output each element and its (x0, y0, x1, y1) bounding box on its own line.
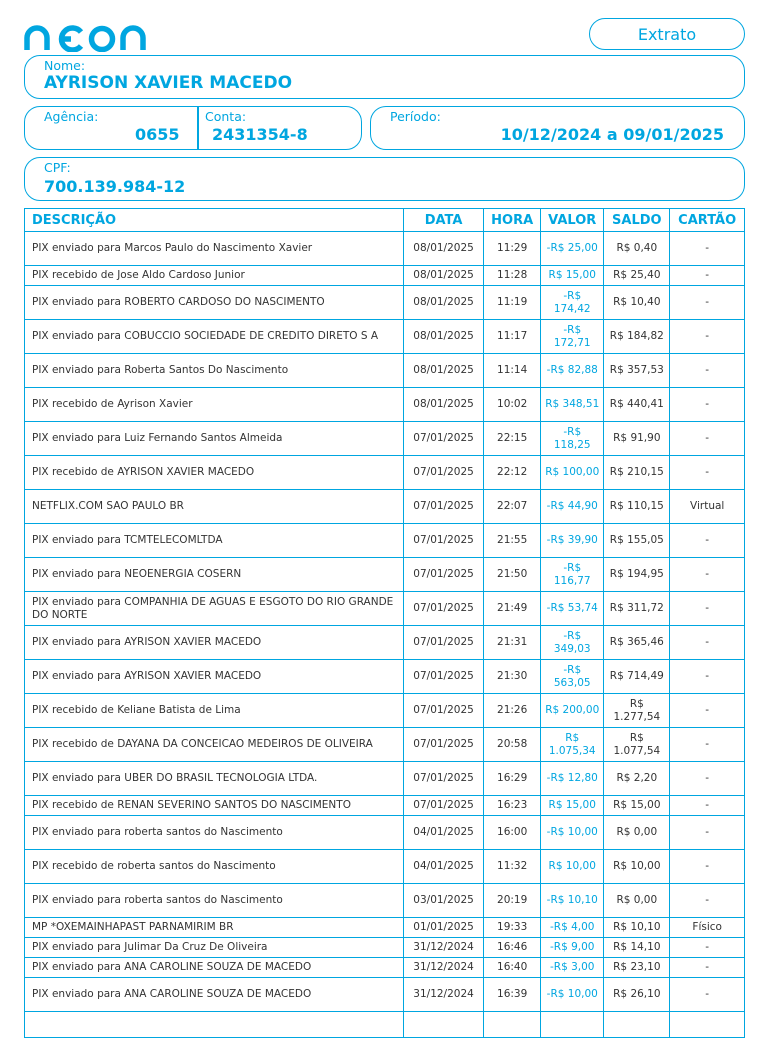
cell-data: 07/01/2025 (404, 558, 484, 592)
cell-valor: -R$ 12,80 (541, 762, 604, 796)
cell-valor: -R$ 174,42 (541, 286, 604, 320)
cell-data: 08/01/2025 (404, 266, 484, 286)
cell-hora: 21:26 (484, 694, 541, 728)
cell-hora: 21:50 (484, 558, 541, 592)
cell-data: 08/01/2025 (404, 232, 484, 266)
cell-data: 07/01/2025 (404, 490, 484, 524)
cell-hora: 22:07 (484, 490, 541, 524)
table-row (25, 918, 744, 938)
table-row (25, 884, 744, 918)
cpf-value: 700.139.984-12 (44, 177, 185, 196)
cell-cartao: - (670, 286, 744, 320)
cell-saldo: R$ 2,20 (604, 762, 670, 796)
table-row-empty (25, 1012, 744, 1038)
cell-saldo: R$ 357,53 (604, 354, 670, 388)
cell-hora: 21:49 (484, 592, 541, 626)
cell-desc: PIX enviado para roberta santos do Nascimento (25, 884, 404, 918)
cell-desc: PIX enviado para ANA CAROLINE SOUZA DE MACEDO (25, 978, 404, 1012)
cell-valor: -R$ 9,00 (541, 938, 604, 958)
cell-hora: 16:00 (484, 816, 541, 850)
cell-saldo: R$ 184,82 (604, 320, 670, 354)
cell-desc: PIX enviado para Julimar Da Cruz De Oliveira (25, 938, 404, 958)
col-descricao: DESCRIÇÃO (25, 209, 404, 232)
extrato-table (25, 209, 744, 1038)
cell-desc: PIX enviado para Marcos Paulo do Nascimento Xavier (25, 232, 404, 266)
cell-cartao: - (670, 266, 744, 286)
cell-desc: MP *OXEMAINHAPAST PARNAMIRIM BR (25, 918, 404, 938)
cell-saldo: R$ 210,15 (604, 456, 670, 490)
table-row (25, 524, 744, 558)
cell-saldo: R$ 311,72 (604, 592, 670, 626)
agencia-label: Agência: (44, 109, 98, 124)
table-row (25, 938, 744, 958)
cell-valor: R$ 200,00 (541, 694, 604, 728)
cpf-label: CPF: (44, 160, 71, 175)
table-row (25, 490, 744, 524)
cell-cartao: - (670, 796, 744, 816)
cell-valor: R$ 10,00 (541, 850, 604, 884)
cell-cartao: - (670, 592, 744, 626)
cell-cartao: - (670, 816, 744, 850)
cell-hora: 20:58 (484, 728, 541, 762)
table-row (25, 286, 744, 320)
cell-valor: -R$ 3,00 (541, 958, 604, 978)
cell-valor: -R$ 116,77 (541, 558, 604, 592)
cell-cartao: - (670, 850, 744, 884)
cell-desc: PIX recebido de roberta santos do Nascimento (25, 850, 404, 884)
cell-cartao: Físico (670, 918, 744, 938)
cell-cartao: - (670, 422, 744, 456)
cell-desc: PIX recebido de AYRISON XAVIER MACEDO (25, 456, 404, 490)
cell-valor: -R$ 82,88 (541, 354, 604, 388)
cell-hora: 10:02 (484, 388, 541, 422)
cell-desc: PIX recebido de Jose Aldo Cardoso Junior (25, 266, 404, 286)
table-row (25, 660, 744, 694)
cell-data: 07/01/2025 (404, 660, 484, 694)
table-row (25, 796, 744, 816)
cell-saldo: R$ 0,00 (604, 884, 670, 918)
cell-desc: PIX enviado para roberta santos do Nascimento (25, 816, 404, 850)
col-cartao: CARTÃO (670, 209, 744, 232)
cell-cartao: - (670, 456, 744, 490)
cell-saldo: R$ 23,10 (604, 958, 670, 978)
nome-label: Nome: (44, 58, 85, 73)
cell-desc: PIX enviado para COMPANHIA DE AGUAS E ESGOTO DO RIO GRANDE DO NORTE (25, 592, 404, 626)
cell-cartao: - (670, 884, 744, 918)
cell-hora: 21:55 (484, 524, 541, 558)
table-row (25, 232, 744, 266)
cell-desc: PIX recebido de Keliane Batista de Lima (25, 694, 404, 728)
table-row (25, 320, 744, 354)
cell-valor: -R$ 10,00 (541, 816, 604, 850)
table-row (25, 456, 744, 490)
table-row (25, 266, 744, 286)
cell-saldo: R$ 155,05 (604, 524, 670, 558)
cell-data: 07/01/2025 (404, 456, 484, 490)
conta-label: Conta: (205, 109, 246, 124)
divider (197, 106, 199, 150)
cell-hora: 22:15 (484, 422, 541, 456)
cell-data: 07/01/2025 (404, 524, 484, 558)
cell-data: 08/01/2025 (404, 286, 484, 320)
cell-saldo: R$ 0,40 (604, 232, 670, 266)
cell-valor: R$ 348,51 (541, 388, 604, 422)
cell-hora: 16:46 (484, 938, 541, 958)
extrato-table-wrap (24, 208, 745, 1038)
cell-cartao: - (670, 320, 744, 354)
agencia-value: 0655 (135, 125, 180, 144)
cell-data: 07/01/2025 (404, 728, 484, 762)
agencia-conta-field (24, 106, 362, 150)
cell-saldo: R$ 15,00 (604, 796, 670, 816)
cell-desc: NETFLIX.COM SAO PAULO BR (25, 490, 404, 524)
cell-desc: PIX recebido de DAYANA DA CONCEICAO MEDEIROS DE OLIVEIRA (25, 728, 404, 762)
cell-desc: PIX recebido de Ayrison Xavier (25, 388, 404, 422)
cell-cartao: - (670, 524, 744, 558)
col-valor: VALOR (541, 209, 604, 232)
cell-empty (541, 1012, 604, 1038)
nome-value: AYRISON XAVIER MACEDO (44, 73, 292, 93)
cell-cartao: - (670, 694, 744, 728)
table-row (25, 422, 744, 456)
table-row (25, 626, 744, 660)
cell-valor: R$ 15,00 (541, 796, 604, 816)
periodo-value: 10/12/2024 a 09/01/2025 (501, 125, 724, 144)
table-row (25, 558, 744, 592)
table-row (25, 388, 744, 422)
cell-cartao: - (670, 728, 744, 762)
nome-field (24, 55, 745, 99)
cell-cartao: - (670, 354, 744, 388)
cell-data: 07/01/2025 (404, 422, 484, 456)
cell-saldo: R$ 10,10 (604, 918, 670, 938)
cell-hora: 11:14 (484, 354, 541, 388)
cell-data: 08/01/2025 (404, 388, 484, 422)
cell-hora: 21:30 (484, 660, 541, 694)
cell-valor: -R$ 118,25 (541, 422, 604, 456)
cell-desc: PIX enviado para COBUCCIO SOCIEDADE DE CREDITO DIRETO S A (25, 320, 404, 354)
cell-empty (604, 1012, 670, 1038)
cell-empty (404, 1012, 484, 1038)
cell-desc: PIX recebido de RENAN SEVERINO SANTOS DO NASCIMENTO (25, 796, 404, 816)
cell-data: 04/01/2025 (404, 816, 484, 850)
cell-desc: PIX enviado para TCMTELECOMLTDA (25, 524, 404, 558)
cell-hora: 16:29 (484, 762, 541, 796)
cell-desc: PIX enviado para UBER DO BRASIL TECNOLOGIA LTDA. (25, 762, 404, 796)
cell-saldo: R$ 110,15 (604, 490, 670, 524)
conta-value: 2431354-8 (212, 125, 308, 144)
cell-saldo: R$ 194,95 (604, 558, 670, 592)
cell-data: 04/01/2025 (404, 850, 484, 884)
cell-data: 31/12/2024 (404, 978, 484, 1012)
cell-hora: 16:40 (484, 958, 541, 978)
cell-desc: PIX enviado para Roberta Santos Do Nascimento (25, 354, 404, 388)
periodo-label: Período: (390, 109, 441, 124)
col-hora: HORA (484, 209, 541, 232)
table-row (25, 728, 744, 762)
cell-valor: -R$ 53,74 (541, 592, 604, 626)
cell-saldo: R$ 1.277,54 (604, 694, 670, 728)
cell-desc: PIX enviado para AYRISON XAVIER MACEDO (25, 626, 404, 660)
table-row (25, 816, 744, 850)
table-header-row (25, 209, 744, 232)
cell-saldo: R$ 714,49 (604, 660, 670, 694)
cell-desc: PIX enviado para ROBERTO CARDOSO DO NASCIMENTO (25, 286, 404, 320)
cell-saldo: R$ 10,00 (604, 850, 670, 884)
cell-hora: 16:39 (484, 978, 541, 1012)
periodo-field (370, 106, 745, 150)
cell-cartao: - (670, 660, 744, 694)
cell-empty (25, 1012, 404, 1038)
cell-data: 07/01/2025 (404, 592, 484, 626)
cell-cartao: - (670, 938, 744, 958)
cell-empty (670, 1012, 744, 1038)
cell-valor: -R$ 172,71 (541, 320, 604, 354)
cell-data: 01/01/2025 (404, 918, 484, 938)
cell-valor: -R$ 4,00 (541, 918, 604, 938)
extrato-label: Extrato (590, 25, 744, 44)
cell-valor: R$ 15,00 (541, 266, 604, 286)
cell-valor: R$ 1.075,34 (541, 728, 604, 762)
neon-logo (24, 22, 146, 52)
cell-desc: PIX enviado para ANA CAROLINE SOUZA DE MACEDO (25, 958, 404, 978)
cell-valor: -R$ 10,00 (541, 978, 604, 1012)
cell-hora: 11:17 (484, 320, 541, 354)
cell-data: 07/01/2025 (404, 796, 484, 816)
cell-data: 07/01/2025 (404, 626, 484, 660)
cell-saldo: R$ 1.077,54 (604, 728, 670, 762)
cell-data: 07/01/2025 (404, 694, 484, 728)
col-data: DATA (404, 209, 484, 232)
cell-cartao: - (670, 958, 744, 978)
cell-data: 08/01/2025 (404, 320, 484, 354)
cell-cartao: - (670, 232, 744, 266)
cpf-field (24, 157, 745, 201)
cell-saldo: R$ 0,00 (604, 816, 670, 850)
cell-saldo: R$ 26,10 (604, 978, 670, 1012)
cell-saldo: R$ 10,40 (604, 286, 670, 320)
table-row (25, 694, 744, 728)
cell-data: 31/12/2024 (404, 938, 484, 958)
cell-valor: -R$ 563,05 (541, 660, 604, 694)
col-saldo: SALDO (604, 209, 670, 232)
cell-hora: 11:29 (484, 232, 541, 266)
cell-cartao: - (670, 626, 744, 660)
cell-valor: -R$ 44,90 (541, 490, 604, 524)
cell-saldo: R$ 440,41 (604, 388, 670, 422)
table-row (25, 762, 744, 796)
cell-empty (484, 1012, 541, 1038)
cell-data: 31/12/2024 (404, 958, 484, 978)
cell-cartao: Virtual (670, 490, 744, 524)
cell-desc: PIX enviado para AYRISON XAVIER MACEDO (25, 660, 404, 694)
cell-saldo: R$ 91,90 (604, 422, 670, 456)
cell-hora: 11:32 (484, 850, 541, 884)
cell-data: 07/01/2025 (404, 762, 484, 796)
cell-data: 08/01/2025 (404, 354, 484, 388)
cell-hora: 19:33 (484, 918, 541, 938)
cell-valor: -R$ 39,90 (541, 524, 604, 558)
cell-cartao: - (670, 978, 744, 1012)
cell-hora: 20:19 (484, 884, 541, 918)
cell-valor: -R$ 25,00 (541, 232, 604, 266)
cell-cartao: - (670, 762, 744, 796)
cell-valor: -R$ 349,03 (541, 626, 604, 660)
cell-saldo: R$ 25,40 (604, 266, 670, 286)
cell-desc: PIX enviado para Luiz Fernando Santos Almeida (25, 422, 404, 456)
cell-saldo: R$ 365,46 (604, 626, 670, 660)
table-row (25, 958, 744, 978)
table-row (25, 978, 744, 1012)
cell-hora: 22:12 (484, 456, 541, 490)
cell-cartao: - (670, 558, 744, 592)
cell-hora: 16:23 (484, 796, 541, 816)
table-row (25, 850, 744, 884)
cell-cartao: - (670, 388, 744, 422)
cell-saldo: R$ 14,10 (604, 938, 670, 958)
cell-hora: 21:31 (484, 626, 541, 660)
cell-valor: R$ 100,00 (541, 456, 604, 490)
table-body (25, 232, 744, 1038)
table-row (25, 592, 744, 626)
cell-desc: PIX enviado para NEOENERGIA COSERN (25, 558, 404, 592)
cell-data: 03/01/2025 (404, 884, 484, 918)
cell-hora: 11:28 (484, 266, 541, 286)
cell-hora: 11:19 (484, 286, 541, 320)
extrato-badge (589, 18, 745, 50)
cell-valor: -R$ 10,10 (541, 884, 604, 918)
table-row (25, 354, 744, 388)
